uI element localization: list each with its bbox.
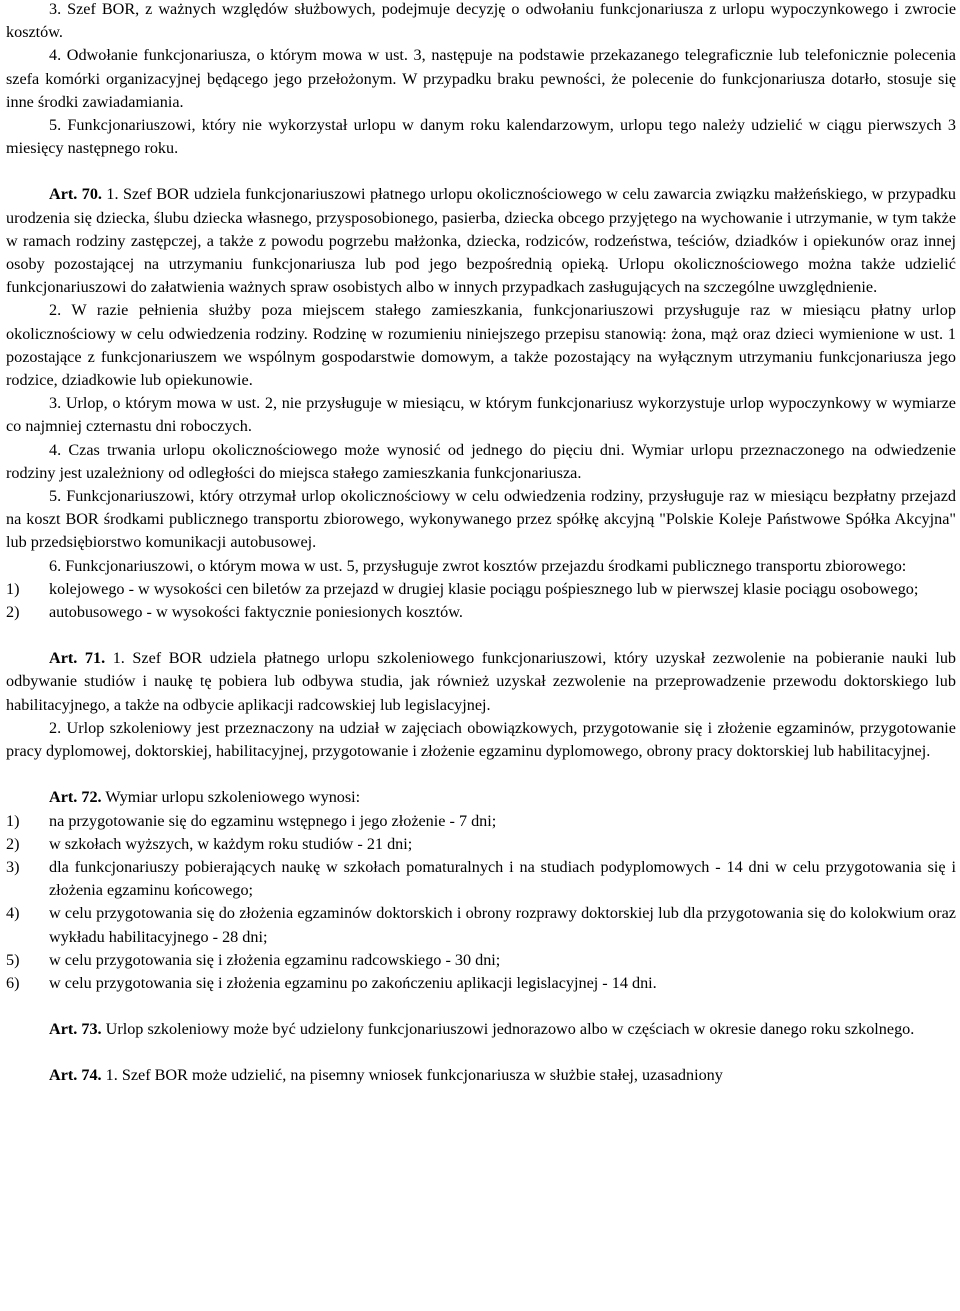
list-item-text: w celu przygotowania się do złożenia egzaminów doktorskich i obrony rozprawy doktorskiej lub dla przygotowania się do kolokwium oraz wykładu habilitacyjnego - 28 dni; xyxy=(49,904,956,946)
article-73-intro: Urlop szkoleniowy może być udzielony funkcjonariuszowi jednorazowo albo w częściach w okresie danego roku szkolnego. xyxy=(101,1020,915,1039)
list-item-text: w szkołach wyższych, w każdym roku studiów - 21 dni; xyxy=(49,834,413,853)
list-item xyxy=(6,972,956,995)
list-item-text: dla funkcjonariuszy pobierających naukę w szkołach pomaturalnych i na studiach podyplomowych - 14 dni w celu przygotowania się i złożenia egzaminu końcowego; xyxy=(49,857,956,900)
list-item xyxy=(6,949,956,972)
list-item-number: 4) xyxy=(6,904,20,923)
list-item-number: 2) xyxy=(6,603,20,622)
list-item-number: 5) xyxy=(6,950,20,969)
article-72-intro: Wymiar urlopu szkoleniowego wynosi: xyxy=(101,788,361,807)
list-item-text: autobusowego - w wysokości faktycznie poniesionych kosztów. xyxy=(49,603,463,622)
document-page xyxy=(6,0,956,1088)
article-71 xyxy=(6,647,956,717)
article-74 xyxy=(6,1064,956,1087)
list-item xyxy=(6,856,956,902)
list-item-text: w celu przygotowania się i złożenia egzaminu radcowskiego - 30 dni; xyxy=(49,950,501,969)
list-item xyxy=(6,902,956,948)
list-item-number: 3) xyxy=(6,857,20,876)
article-71-para-2: 2. Urlop szkoleniowy jest przeznaczony na udział w zajęciach obowiązkowych, przygotowanie się i złożenie egzaminów, przygotowanie pracy dyplomowej, doktorskiej, habilitacyjnej, przygotowanie i złożenie egzaminu dyplomowego, obrony pracy doktorskiej lub habilitacyjnej. xyxy=(6,718,956,761)
list-item-number: 6) xyxy=(6,973,20,992)
list-item xyxy=(6,833,956,856)
article-70-para-4: 4. Czas trwania urlopu okolicznościowego może wynosić od jednego do pięciu dni. Wymiar urlopu przeznaczonego na odwiedzenie rodziny jest uzależniony od odległości do miejsca stałego zamieszkania funkcjonariusza. xyxy=(6,440,956,482)
list-item-text: na przygotowanie się do egzaminu wstępnego i jego złożenie - 7 dni; xyxy=(49,811,497,830)
article-72 xyxy=(6,786,956,809)
article-70-label: Art. 70. xyxy=(49,185,102,204)
article-72-label: Art. 72. xyxy=(49,788,102,807)
list-item-text: kolejowego - w wysokości cen biletów za przejazd w drugiej klasie pociągu pośpiesznego lub w pierwszej klasie pociągu osobowego; xyxy=(49,579,919,598)
paragraph-5: 5. Funkcjonariuszowi, który nie wykorzystał urlopu w danym roku kalendarzowym, urlopu tego należy udzielić w ciągu pierwszych 3 miesięcy następnego roku. xyxy=(6,116,956,158)
list-item-number: 1) xyxy=(6,579,20,598)
paragraph-3: 3. Szef BOR, z ważnych względów służbowych, podejmuje decyzję o odwołaniu funkcjonariusza z urlopu wypoczynkowego i zwrocie kosztów. xyxy=(6,0,956,42)
article-70-para-5: 5. Funkcjonariuszowi, który otrzymał urlop okolicznościowy w celu odwiedzenia rodziny, przysługuje raz w miesiącu bezpłatny przejazd na koszt BOR środkami publicznego transportu zbiorowego, wykonywanego przez spółkę akcyjną "Polskie Koleje Państwowe Spółka Akcyjna" lub przedsiębiorstwo komunikacji autobusowej. xyxy=(6,487,956,552)
article-74-intro: 1. Szef BOR może udzielić, na pisemny wniosek funkcjonariusza w służbie stałej, uzasadniony xyxy=(101,1066,723,1085)
article-71-intro: 1. Szef BOR udziela płatnego urlopu szkoleniowego funkcjonariuszowi, który uzyskał zezwolenie na pobieranie nauki lub odbywanie studiów i naukę tę pobiera lub odbywa studia, jak również uzyskał zezwolenie na przeprowadzenie przewodu doktorskiego lub habilitacyjnego, a także na odbycie aplikacji radcowskiej lub legislacyjnej. xyxy=(6,649,956,714)
list-item xyxy=(6,601,956,624)
article-74-label: Art. 74. xyxy=(49,1066,102,1085)
list-item-number: 2) xyxy=(6,834,20,853)
paragraph-4: 4. Odwołanie funkcjonariusza, o którym mowa w ust. 3, następuje na podstawie przekazanego telegraficznie lub telefonicznie polecenia szefa komórki organizacyjnej będącego jego przełożonym. W przypadku braku pewności, że polecenie do funkcjonariusza dotarło, stosuje się inne środki zawiadamiania. xyxy=(6,46,956,111)
article-71-label: Art. 71. xyxy=(49,649,106,668)
article-70 xyxy=(6,183,956,299)
list-item-text: w celu przygotowania się i złożenia egzaminu po zakończeniu aplikacji legislacyjnej - 14 dni. xyxy=(49,973,657,992)
article-73-label: Art. 73. xyxy=(49,1020,102,1039)
list-item-number: 1) xyxy=(6,811,20,830)
article-70-para-2: 2. W razie pełnienia służby poza miejscem stałego zamieszkania, funkcjonariuszowi przysługuje raz w miesiącu płatny urlop okolicznościowy w celu odwiedzenia rodziny. Rodzinę w rozumieniu niniejszego przepisu stanowią: żona, mąż oraz dzieci wymienione w ust. 1 pozostające z funkcjonariuszem we wspólnym gospodarstwie domowym, a także pozostający na wyłącznym utrzymaniu funkcjonariusza jego rodzice, dziadkowie lub opiekunowie. xyxy=(6,301,956,390)
article-70-para-3: 3. Urlop, o którym mowa w ust. 2, nie przysługuje w miesiącu, w którym funkcjonariusz wykorzystuje urlop wypoczynkowy w wymiarze co najmniej czternastu dni roboczych. xyxy=(6,394,956,436)
list-item xyxy=(6,578,956,601)
article-70-para-6: 6. Funkcjonariuszowi, o którym mowa w ust. 5, przysługuje zwrot kosztów przejazdu środkami publicznego transportu zbiorowego: xyxy=(49,556,907,575)
list-item xyxy=(6,810,956,833)
article-70-intro: 1. Szef BOR udziela funkcjonariuszowi płatnego urlopu okolicznościowego w celu zawarcia związku małżeńskiego, w przypadku urodzenia się dziecka, ślubu dziecka własnego, przysposobionego, pasierba, dziecka obcego przyjętego na wychowanie i utrzymanie, w tym także w ramach rodziny zastępczej, a także z powodu pogrzebu małżonka, dziecka, rodziców, rodzeństwa, teściów, dziadków i opiekunów oraz innej osoby pozostającej na utrzymaniu funkcjonariusza lub pod jego bezpośrednią opieką. Urlopu okolicznościowego można także udzielić funkcjonariuszowi do załatwienia ważnych spraw osobistych albo w innych przypadkach zasługujących na szczególne uwzględnienie. xyxy=(6,185,957,297)
article-73 xyxy=(6,1018,956,1041)
